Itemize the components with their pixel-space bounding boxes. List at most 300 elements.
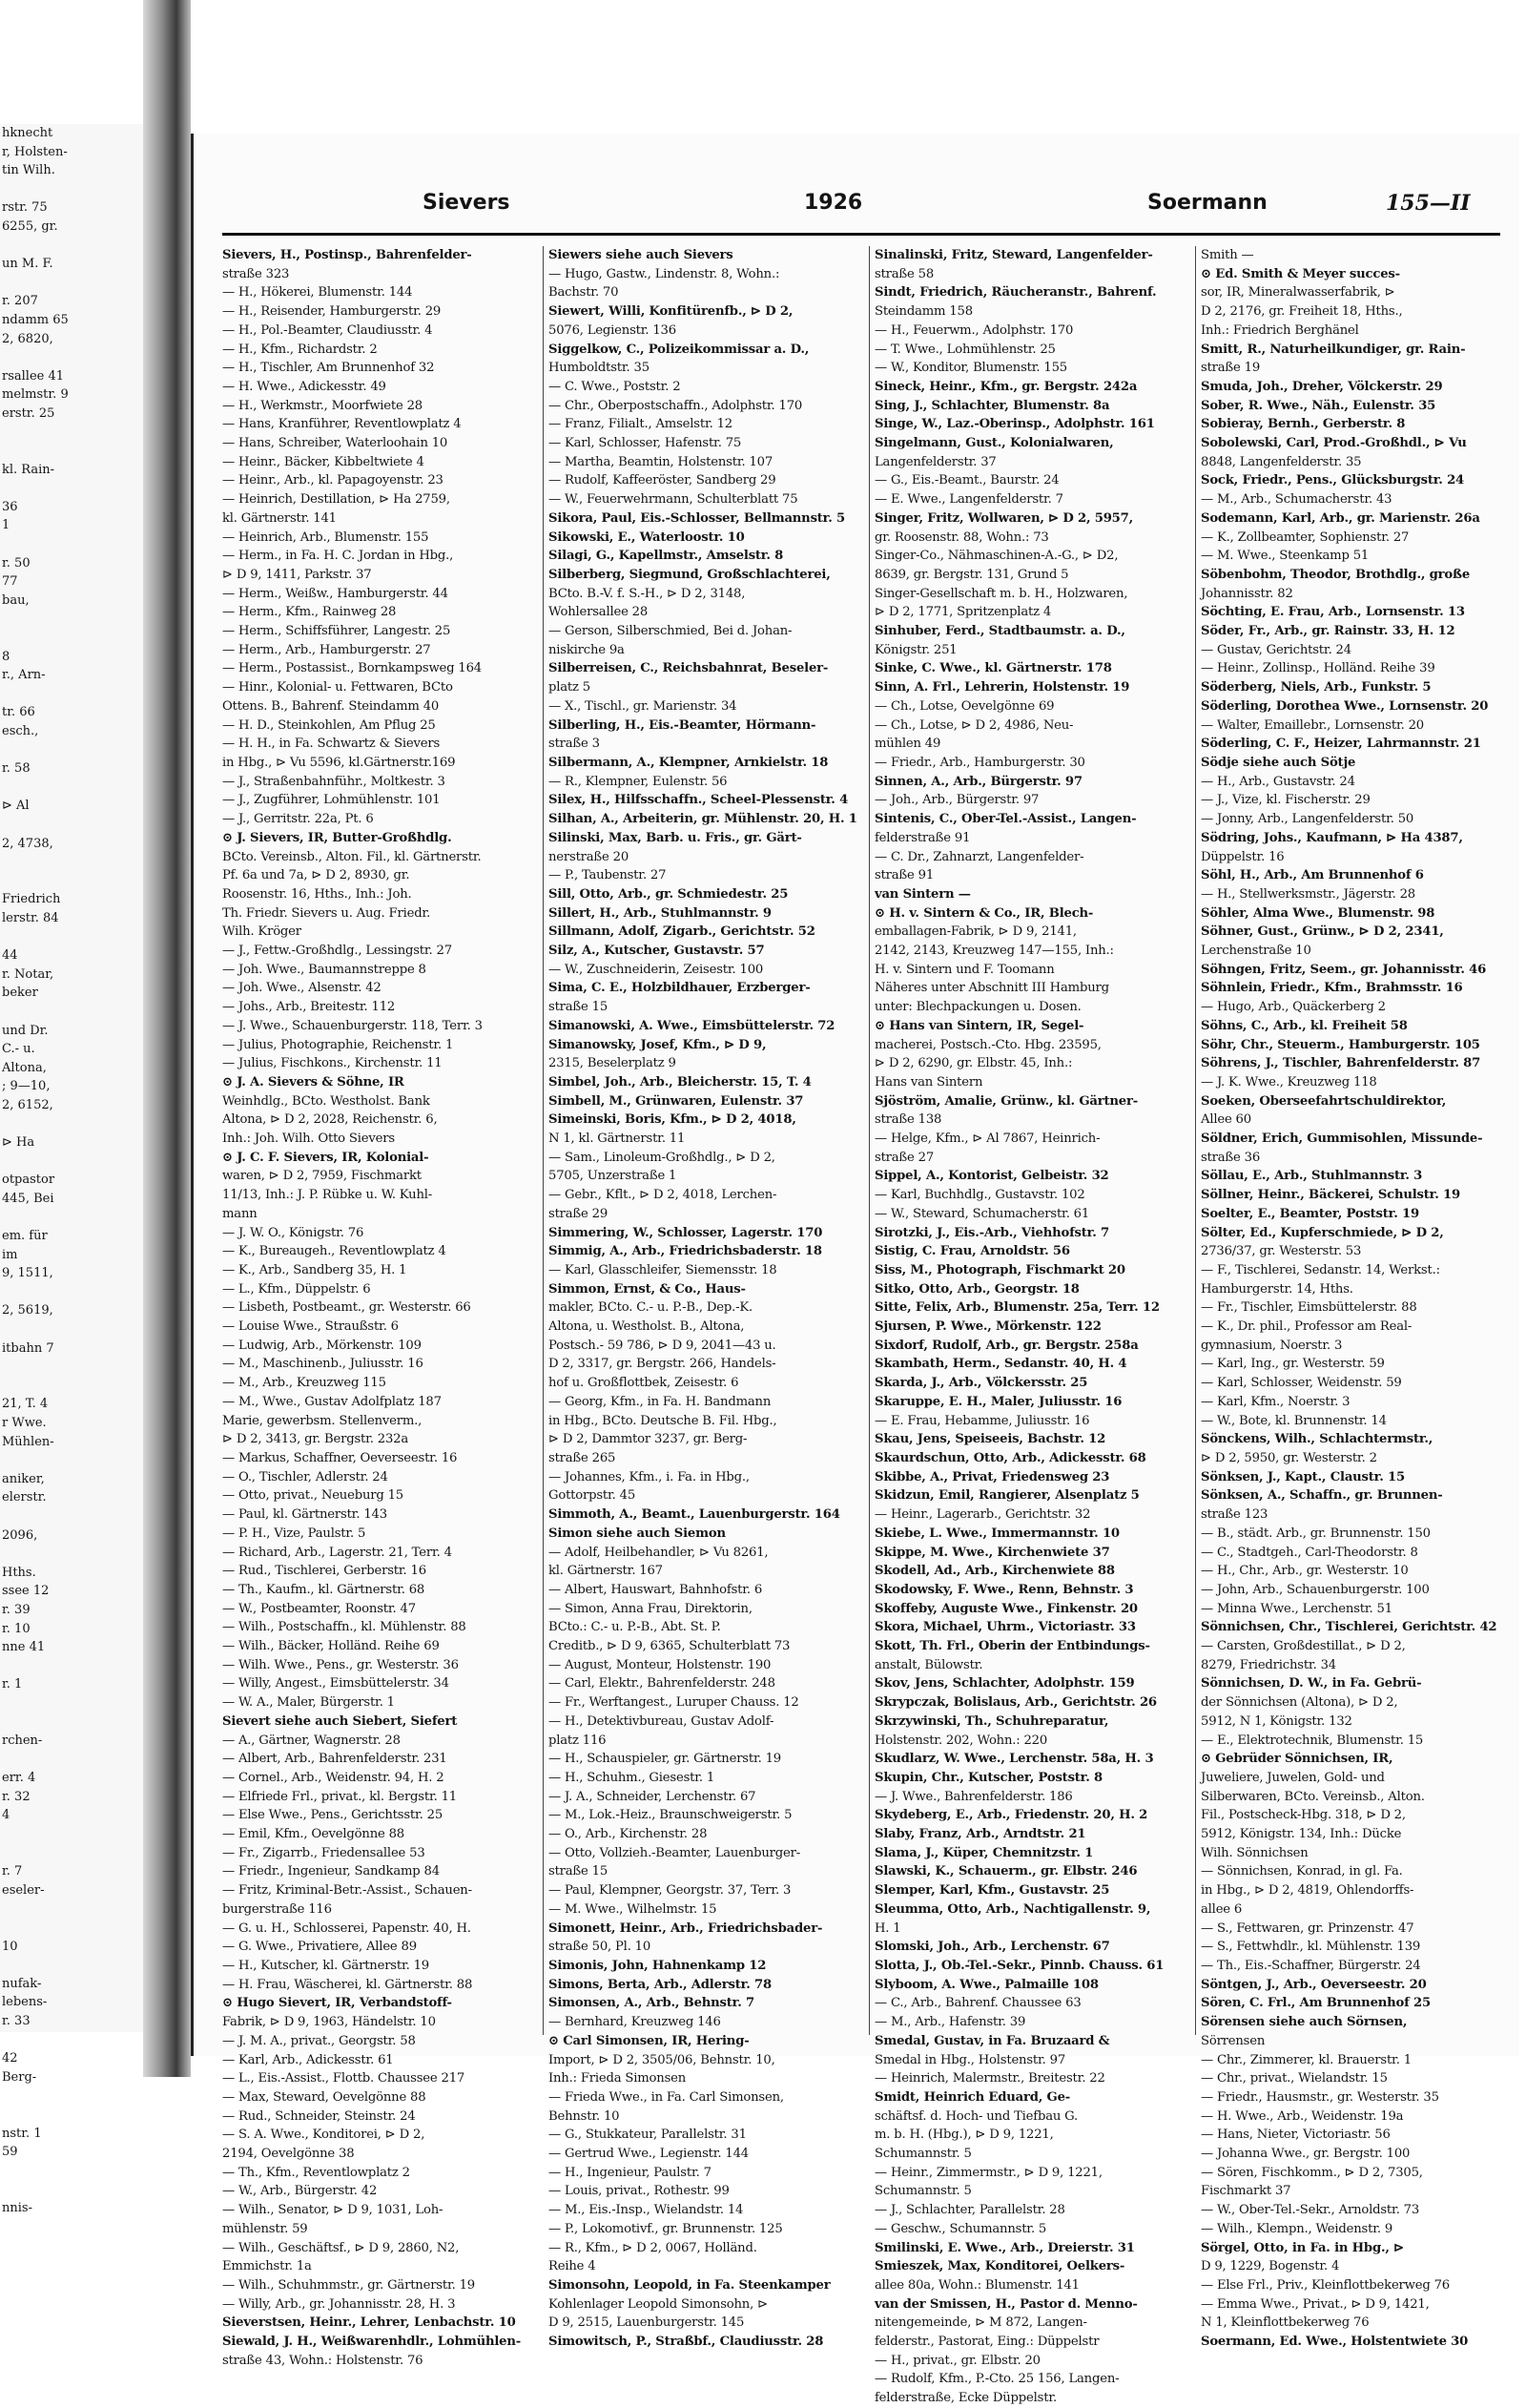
directory-entry-line: — W., Postbeamter, Roonstr. 47 <box>222 1601 416 1616</box>
directory-entry-line: Söderling, Dorothea Wwe., Lornsenstr. 20 <box>1201 698 1489 714</box>
directory-entry-line: Creditb., ⊳ D 9, 6365, Schulterblatt 73 <box>548 1639 791 1654</box>
directory-entry-line: Soelter, E., Beamter, Poststr. 19 <box>1201 1206 1419 1221</box>
directory-entry-line: Soermann, Ed. Wwe., Holstentwiete 30 <box>1201 2335 1469 2350</box>
directory-entry-line: Fischmarkt 37 <box>1201 2184 1291 2199</box>
directory-entry-line: Sjursen, P. Wwe., Mörkenstr. 122 <box>875 1319 1102 1335</box>
column-4 <box>1201 246 1516 2350</box>
prev-page-line <box>0 1713 143 1732</box>
prev-page-line: Altona, <box>2 1060 47 1075</box>
directory-entry-line: — Fritz, Kriminal-Betr.-Assist., Schauen- <box>222 1883 472 1899</box>
directory-entry-line: — M., Eis.-Insp., Wielandstr. 14 <box>548 2203 744 2218</box>
directory-entry-line: Söhngen, Fritz, Seem., gr. Johannisstr. 46 <box>1201 962 1487 977</box>
prev-page-line <box>0 479 143 498</box>
directory-entry-line: — J., Vize, kl. Fischerstr. 29 <box>1201 793 1371 808</box>
directory-entry-line: Sönksen, A., Schaffn., gr. Brunnen- <box>1201 1488 1443 1504</box>
directory-entry-line: gr. Roosenstr. 88, Wohn.: 73 <box>875 529 1049 545</box>
directory-entry-line: Simmering, W., Schlosser, Lagerstr. 170 <box>548 1225 823 1240</box>
prev-page-line: nstr. 1 <box>2 2126 42 2141</box>
directory-entry-line: — P., Lokomotivf., gr. Brunnenstr. 125 <box>548 2221 783 2236</box>
directory-entry-line: Sing, J., Schlachter, Blumenstr. 8a <box>875 398 1110 413</box>
directory-entry-line: Behnstr. 10 <box>548 2108 620 2124</box>
directory-entry-line: — Joh. Wwe., Baumannstreppe 8 <box>222 962 426 977</box>
directory-entry-line: allee 80a, Wohn.: Blumenstr. 141 <box>875 2277 1080 2293</box>
prev-page-line <box>0 1844 143 1863</box>
directory-entry-line: Sill, Otto, Arb., gr. Schmiedestr. 25 <box>548 886 789 902</box>
directory-entry-line: Sönnichsen, Chr., Tischlerei, Gerichtstr. 42 <box>1201 1620 1497 1635</box>
prev-page-line <box>0 1283 143 1302</box>
directory-entry-line: Sikora, Paul, Eis.-Schlosser, Bellmannstr. 5 <box>548 510 845 526</box>
header-left-keyword: Sievers <box>423 191 510 215</box>
prev-page-line: und Dr. <box>2 1023 49 1038</box>
directory-entry-line: Skrypczak, Bolislaus, Arb., Gerichtstr. 26 <box>875 1695 1157 1711</box>
directory-entry-line: — Joh., Arb., Bürgerstr. 97 <box>875 793 1040 808</box>
directory-entry-line: Smedal in Hbg., Holstenstr. 97 <box>875 2052 1066 2067</box>
directory-entry-line: Silbermann, A., Klempner, Arnkielstr. 18 <box>548 755 829 770</box>
prev-page-line <box>0 2031 143 2050</box>
directory-entry-line: — J., Zugführer, Lohmühlenstr. 101 <box>222 793 441 808</box>
column-divider <box>869 246 870 2035</box>
directory-entry-line: — Herm., Postassist., Bornkampsweg 164 <box>222 661 482 676</box>
directory-entry-line: gymnasium, Noerstr. 3 <box>1201 1338 1343 1353</box>
directory-entry-line: Emmichstr. 1a <box>222 2259 312 2274</box>
directory-entry-line: — Heinrich, Destillation, ⊳ Ha 2759, <box>222 492 450 508</box>
directory-entry-line: — Fr., Werftangest., Luruper Chauss. 12 <box>548 1695 799 1711</box>
prev-page-line: lebens- <box>2 1995 48 2010</box>
directory-entry-line: — Fr., Zigarrb., Friedensallee 53 <box>222 1845 425 1860</box>
directory-entry-line: Holstenstr. 202, Wohn.: 220 <box>875 1733 1048 1748</box>
directory-entry-line: — Chr., Zimmerer, kl. Brauerstr. 1 <box>1201 2052 1412 2067</box>
directory-entry-line: — Adolf, Heilbehandler, ⊳ Vu 8261, <box>548 1545 769 1560</box>
directory-entry-line: — H. H., in Fa. Schwartz & Sievers <box>222 737 441 752</box>
directory-entry-line: Sönksen, J., Kapt., Claustr. 15 <box>1201 1469 1405 1484</box>
directory-entry-line: — Albert, Hauswart, Bahnhofstr. 6 <box>548 1582 763 1597</box>
header-year: 1926 <box>804 191 863 215</box>
directory-entry-line: — H., Feuerwm., Adolphstr. 170 <box>875 322 1074 338</box>
directory-entry-line: ⊙ Ed. Smith & Meyer succes- <box>1201 266 1400 281</box>
prev-page-line: melmstr. 9 <box>2 387 69 403</box>
directory-entry-line: — K., Dr. phil., Professor am Real- <box>1201 1319 1413 1335</box>
directory-entry-line: Skov, Jens, Schlachter, Adolphstr. 159 <box>875 1676 1135 1692</box>
directory-entry-line: — J. K. Wwe., Kreuzweg 118 <box>1201 1074 1377 1090</box>
prev-page-line: r. 10 <box>2 1621 31 1636</box>
directory-entry-line: Sören, C. Frl., Am Brunnenhof 25 <box>1201 1996 1431 2011</box>
directory-entry-line: Simons, Berta, Arb., Adlerstr. 78 <box>548 1977 772 1992</box>
directory-entry-line: — W., Arb., Bürgerstr. 42 <box>222 2184 378 2199</box>
directory-entry-line: — O., Arb., Kirchenstr. 28 <box>548 1827 708 1842</box>
directory-entry-line: — Else Frl., Priv., Kleinflottbekerweg 76 <box>1201 2277 1450 2293</box>
directory-entry-line: Silberling, H., Eis.-Beamter, Hörmann- <box>548 717 816 733</box>
prev-page-line <box>0 1657 143 1676</box>
prev-page-line <box>0 816 143 835</box>
directory-entry-line: — W., Zuschneiderin, Zeisestr. 100 <box>548 962 764 977</box>
directory-entry-line: in Hbg., ⊳ D 2, 4819, Ohlendorffs- <box>1201 1883 1414 1899</box>
directory-entry-line: — Heinr., Bäcker, Kibbeltwiete 4 <box>222 454 424 469</box>
directory-entry-line: Söhler, Alma Wwe., Blumenstr. 98 <box>1201 905 1435 921</box>
prev-page-line <box>0 180 143 199</box>
directory-entry-line: Slyboom, A. Wwe., Palmaille 108 <box>875 1977 1099 1992</box>
directory-entry-line: — Friedr., Hausmstr., gr. Westerstr. 35 <box>1201 2089 1439 2105</box>
directory-entry-line: Skrzywinski, Th., Schuhreparatur, <box>875 1713 1109 1729</box>
directory-entry-line: — Gebr., Kflt., ⊳ D 2, 4018, Lerchen- <box>548 1188 777 1203</box>
directory-entry-line: D 9, 1229, Bogenstr. 4 <box>1201 2259 1340 2274</box>
directory-entry-line: — C., Arb., Bahrenf. Chaussee 63 <box>875 1996 1082 2011</box>
directory-entry-line: — Otto, Vollzieh.-Beamter, Lauenburger- <box>548 1845 800 1860</box>
directory-entry-line: Skarda, J., Arb., Völckersstr. 25 <box>875 1376 1088 1391</box>
directory-entry-line: — H. Wwe., Adickesstr. 49 <box>222 379 386 394</box>
directory-entry-line: Skaurdschun, Otto, Arb., Adickesstr. 68 <box>875 1451 1146 1465</box>
directory-entry-line: Singer-Co., Nähmaschinen-A.-G., ⊳ D2, <box>875 549 1119 564</box>
directory-entry-line: — J., Gerritstr. 22a, Pt. 6 <box>222 812 374 827</box>
directory-entry-line: — Karl, Buchhdlg., Gustavstr. 102 <box>875 1188 1085 1203</box>
prev-page-line <box>0 928 143 947</box>
prev-page-line: r. 207 <box>2 294 38 309</box>
directory-entry-line: — H., Chr., Arb., gr. Westerstr. 10 <box>1201 1564 1409 1579</box>
column-1 <box>222 246 537 2368</box>
prev-page-line <box>0 685 143 704</box>
directory-entry-line: Skibbe, A., Privat, Friedensweg 23 <box>875 1469 1110 1484</box>
prev-page-line <box>0 1114 143 1133</box>
directory-entry-line: — H., Werkmstr., Moorfwiete 28 <box>222 398 423 413</box>
directory-entry-line: straße 265 <box>548 1451 616 1465</box>
directory-entry-line: Hamburgerstr. 14, Hths. <box>1201 1281 1353 1297</box>
directory-entry-line: Düppelstr. 16 <box>1201 849 1285 864</box>
directory-entry-line: Södring, Johs., Kaufmann, ⊳ Ha 4387, <box>1201 830 1463 845</box>
directory-entry-line: — Karl, Arb., Adickesstr. 61 <box>222 2052 394 2067</box>
directory-entry-line: Simonett, Heinr., Arb., Friedrichsbader- <box>548 1920 823 1936</box>
prev-page-line: itbahn 7 <box>2 1340 54 1356</box>
directory-entry-line: — S., Fettwaren, gr. Prinzenstr. 47 <box>1201 1920 1414 1936</box>
directory-entry-line: Simeinski, Boris, Kfm., ⊳ D 2, 4018, <box>548 1112 796 1128</box>
directory-entry-line: straße 15 <box>548 1000 608 1015</box>
directory-entry-line: — John, Arb., Schauenburgerstr. 100 <box>1201 1582 1430 1597</box>
directory-entry-line: — Heinr., Zollinsp., Holländ. Reihe 39 <box>1201 661 1435 676</box>
directory-entry-line: — Louise Wwe., Straußstr. 6 <box>222 1319 399 1335</box>
directory-entry-line: Sintenis, C., Ober-Tel.-Assist., Langen- <box>875 812 1137 827</box>
directory-entry-line: — H., Stellwerksmstr., Jägerstr. 28 <box>1201 886 1415 902</box>
directory-entry-line: van Sintern — <box>875 886 971 902</box>
directory-entry-line: — C. Wwe., Poststr. 2 <box>548 379 681 394</box>
prev-page-line: Mühlen- <box>2 1434 54 1449</box>
directory-entry-line: — Elfriede Frl., privat., kl. Bergstr. 11 <box>222 1789 457 1804</box>
directory-entry-line: — Herm., Weißw., Hamburgerstr. 44 <box>222 586 448 601</box>
directory-entry-line: — H., Detektivbureau, Gustav Adolf- <box>548 1713 774 1729</box>
prev-page-line <box>0 1899 143 1919</box>
directory-entry-line: 11/13, Inh.: J. P. Rübke u. W. Kuhl- <box>222 1188 433 1203</box>
directory-entry-line: Smieszek, Max, Konditorei, Oelkers- <box>875 2259 1125 2274</box>
prev-page-line <box>0 1694 143 1713</box>
prev-page-line: kl. Rain- <box>2 462 55 477</box>
directory-entry-line: Skaruppe, E. H., Maler, Juliusstr. 16 <box>875 1394 1123 1409</box>
directory-entry-line: — Emma Wwe., Privat., ⊳ D 9, 1421, <box>1201 2296 1430 2312</box>
prev-page-line: 6255, gr. <box>2 218 58 234</box>
directory-entry-line: 2736/37, gr. Westerstr. 53 <box>1201 1244 1362 1259</box>
directory-entry-line: — Heinr., Zimmermstr., ⊳ D 9, 1221, <box>875 2165 1103 2180</box>
directory-entry-line: Sineck, Heinr., Kfm., gr. Bergstr. 242a <box>875 379 1138 394</box>
directory-entry-line: — P., Taubenstr. 27 <box>548 868 667 883</box>
directory-entry-line: Söderling, C. F., Heizer, Lahrmannstr. 21 <box>1201 737 1481 752</box>
prev-page-line <box>0 610 143 629</box>
directory-entry-line: straße 138 <box>875 1112 942 1128</box>
prev-page-line: tr. 66 <box>2 705 35 720</box>
directory-entry-line: Wilh. Sönnichsen <box>1201 1845 1309 1860</box>
directory-entry-line: Siggelkow, C., Polizeikommissar a. D., <box>548 342 810 357</box>
prev-page-line <box>0 2162 143 2181</box>
directory-entry-line: — Willy, Angest., Eimsbüttelerstr. 34 <box>222 1676 449 1692</box>
directory-entry-line: BCto.: C.- u. P.-B., Abt. St. P. <box>548 1620 721 1635</box>
header-right-keyword: Soermann <box>1147 191 1268 215</box>
directory-entry-line: H. 1 <box>875 1920 901 1936</box>
directory-entry-line: — W., Bote, kl. Brunnenstr. 14 <box>1201 1413 1387 1428</box>
directory-entry-line: Skupin, Chr., Kutscher, Poststr. 8 <box>875 1770 1103 1785</box>
directory-entry-line: Sönckens, Wilh., Schlachtermstr., <box>1201 1432 1433 1447</box>
directory-entry-line: Sillmann, Adolf, Zigarb., Gerichtstr. 52 <box>548 924 815 940</box>
directory-entry-line: nerstraße 20 <box>548 849 629 864</box>
prev-page-line: 9, 1511, <box>2 1266 53 1281</box>
directory-entry-line: ⊙ J. Sievers, IR, Butter-Großhdlg. <box>222 830 452 845</box>
directory-entry-line: — J., Fettw.-Großhdlg., Lessingstr. 27 <box>222 944 452 959</box>
prev-page-line: ⊳ Al <box>2 799 30 814</box>
directory-entry-line: Singe, W., Laz.-Oberinsp., Adolphstr. 161 <box>875 417 1155 432</box>
prev-page-line: nne 41 <box>2 1640 46 1655</box>
directory-entry-line: Silberreisen, C., Reichsbahnrat, Beseler- <box>548 661 829 676</box>
directory-entry-line: Fabrik, ⊳ D 9, 1963, Händelstr. 10 <box>222 2015 436 2030</box>
prev-page-line <box>0 1825 143 1844</box>
prev-page-line: em. für <box>2 1229 48 1244</box>
directory-entry-line: Näheres unter Abschnitt III Hamburg <box>875 981 1109 996</box>
prev-page-line <box>0 1208 143 1227</box>
directory-entry-line: — Karl, Kfm., Noerstr. 3 <box>1201 1394 1351 1409</box>
directory-entry-line: Sinalinski, Fritz, Steward, Langenfelder- <box>875 248 1153 262</box>
prev-page-line <box>0 1919 143 1938</box>
directory-entry-line: ⊳ D 2, 1771, Spritzenplatz 4 <box>875 605 1052 620</box>
prev-page-line: eseler- <box>2 1882 45 1898</box>
directory-entry-line: Skodowsky, F. Wwe., Renn, Behnstr. 3 <box>875 1582 1134 1597</box>
directory-entry-line: ⊳ D 2, 6290, gr. Elbstr. 45, Inh.: <box>875 1056 1073 1071</box>
directory-entry-line: Kohlenlager Leopold Simonsohn, ⊳ <box>548 2296 768 2312</box>
directory-entry-line: Söhl, H., Arb., Am Brunnenhof 6 <box>1201 868 1424 883</box>
prev-page-line: 445, Bei <box>2 1191 54 1206</box>
directory-entry-line: — B., städt. Arb., gr. Brunnenstr. 150 <box>1201 1526 1431 1541</box>
directory-entry-line: — H., Hökerei, Blumenstr. 144 <box>222 285 413 301</box>
directory-entry-line: — P. H., Vize, Paulstr. 5 <box>222 1526 366 1541</box>
directory-entry-line: ⊙ Hugo Sievert, IR, Verbandstoff- <box>222 1996 452 2011</box>
directory-entry-line: — Hans, Kranführer, Reventlowplatz 4 <box>222 417 462 432</box>
directory-entry-line: — Otto, privat., Neueburg 15 <box>222 1488 403 1504</box>
directory-entry-line: Sinhuber, Ferd., Stadtbaumstr. a. D., <box>875 624 1125 639</box>
prev-page-line: 44 <box>2 948 18 964</box>
directory-entry-line: — Th., Kaufm., kl. Gärtnerstr. 68 <box>222 1582 425 1597</box>
directory-entry-line: Singer-Gesellschaft m. b. H., Holzwaren, <box>875 586 1128 601</box>
directory-entry-line: ⊙ Hans van Sintern, IR, Segel- <box>875 1018 1084 1033</box>
directory-entry-line: — Karl, Ing., gr. Westerstr. 59 <box>1201 1357 1385 1372</box>
directory-entry-line: N 1, Kleinflottbekerweg 76 <box>1201 2315 1370 2331</box>
prev-page-line: Berg- <box>2 2069 37 2085</box>
prev-page-line: 59 <box>2 2145 18 2160</box>
directory-entry-line: — Richard, Arb., Lagerstr. 21, Terr. 4 <box>222 1545 452 1560</box>
directory-entry-line: Siss, M., Photograph, Fischmarkt 20 <box>875 1262 1125 1277</box>
directory-entry-line: Sinnen, A., Arb., Bürgerstr. 97 <box>875 774 1083 789</box>
directory-entry-line: Inh.: Frieda Simonsen <box>548 2071 687 2086</box>
directory-entry-line: mühlen 49 <box>875 737 941 752</box>
prev-page-line: nufak- <box>2 1976 42 1991</box>
directory-entry-line: Soeken, Oberseefahrtschuldirektor, <box>1201 1093 1447 1109</box>
prev-page-line: nnis- <box>2 2200 32 2215</box>
directory-entry-line: 2194, Oevelgönne 38 <box>222 2147 355 2162</box>
directory-entry-line: Bachstr. 70 <box>548 285 619 301</box>
prev-page-line: err. 4 <box>2 1771 36 1786</box>
directory-entry-line: — Sören, Fischkomm., ⊳ D 2, 7305, <box>1201 2165 1423 2180</box>
directory-entry-line: — K., Arb., Sandberg 35, H. 1 <box>222 1262 407 1277</box>
directory-entry-line: mühlenstr. 59 <box>222 2221 308 2236</box>
directory-entry-line: Söchting, E. Frau, Arb., Lornsenstr. 13 <box>1201 605 1465 620</box>
directory-entry-line: — Friedr., Arb., Hamburgerstr. 30 <box>875 755 1085 770</box>
prev-page-line: beker <box>2 986 38 1001</box>
directory-entry-line: — G. Wwe., Privatiere, Allee 89 <box>222 1940 417 1955</box>
directory-entry-line: Simonsen, A., Arb., Behnstr. 7 <box>548 1996 754 2011</box>
prev-page-line <box>0 1152 143 1172</box>
directory-entry-line: Skippe, M. Wwe., Kirchenwiete 37 <box>875 1545 1110 1560</box>
directory-entry-line: — Heinrich, Malermstr., Breitestr. 22 <box>875 2071 1105 2086</box>
directory-entry-line: — H., Ingenieur, Paulstr. 7 <box>548 2165 711 2180</box>
directory-entry-line: — Fr., Tischler, Eimsbüttelerstr. 88 <box>1201 1300 1417 1316</box>
directory-entry-line: — Bernhard, Kreuzweg 146 <box>548 2015 721 2030</box>
prev-page-line: ⊳ Ha <box>2 1135 35 1151</box>
directory-entry-line: unter: Blechpackungen u. Dosen. <box>875 1000 1082 1015</box>
directory-entry-line: Silz, A., Kutscher, Gustavstr. 57 <box>548 944 765 959</box>
directory-entry-line: — Rudolf, Kaffeeröster, Sandberg 29 <box>548 473 776 488</box>
directory-entry-line: Sobieray, Bernh., Gerberstr. 8 <box>1201 417 1406 432</box>
directory-entry-line: Slama, J., Küper, Chemnitzstr. 1 <box>875 1845 1094 1860</box>
directory-entry-line: straße 3 <box>548 737 600 752</box>
directory-entry-line: Sievert siehe auch Siebert, Siefert <box>222 1713 458 1729</box>
directory-entry-line: — Jonny, Arb., Langenfelderstr. 50 <box>1201 812 1414 827</box>
directory-entry-line: Söhr, Chr., Steuerm., Hamburgerstr. 105 <box>1201 1037 1480 1052</box>
directory-entry-line: — Chr., privat., Wielandstr. 15 <box>1201 2071 1388 2086</box>
directory-entry-line: Humboldtstr. 35 <box>548 361 650 376</box>
prev-page-line <box>0 2086 143 2106</box>
prev-page-line <box>0 535 143 554</box>
directory-entry-line: 5912, Königstr. 134, Inh.: Dücke <box>1201 1827 1402 1842</box>
directory-entry-line: — Carsten, Großdestillat., ⊳ D 2, <box>1201 1639 1406 1654</box>
prev-page-line <box>0 1956 143 1975</box>
directory-entry-line: Altona, u. Westholst. B., Altona, <box>548 1319 745 1335</box>
directory-entry-line: straße 50, Pl. 10 <box>548 1940 651 1955</box>
prev-page-line: 36 <box>2 499 18 514</box>
column-divider <box>1195 246 1196 2035</box>
directory-entry-line: Sitko, Otto, Arb., Georgstr. 18 <box>875 1281 1080 1297</box>
directory-entry-line: Skambath, Herm., Sedanstr. 40, H. 4 <box>875 1357 1127 1372</box>
directory-entry-line: — Friedr., Ingenieur, Sandkamp 84 <box>222 1864 440 1879</box>
prev-page-line <box>0 2106 143 2125</box>
directory-entry-line: — K., Bureaugeh., Reventlowplatz 4 <box>222 1244 446 1259</box>
directory-entry-line: ⊳ D 2, Dammtor 3237, gr. Berg- <box>548 1432 748 1447</box>
directory-entry-line: — S., Fettwhdlr., kl. Mühlenstr. 139 <box>1201 1940 1421 1955</box>
directory-entry-line: Singelmann, Gust., Kolonialwaren, <box>875 436 1114 451</box>
prev-page-line: r. 1 <box>2 1677 23 1692</box>
directory-entry-line: — Hugo, Gastw., Lindenstr. 8, Wohn.: <box>548 266 780 281</box>
directory-entry-line: straße 27 <box>875 1150 935 1165</box>
directory-entry-line: Sobolewski, Carl, Prod.-Großhdl., ⊳ Vu <box>1201 436 1467 451</box>
directory-entry-line: straße 123 <box>1201 1507 1268 1523</box>
prev-page-line <box>0 1507 143 1526</box>
directory-entry-line: kl. Gärtnerstr. 167 <box>548 1564 663 1579</box>
directory-entry-line: burgerstraße 116 <box>222 1901 332 1917</box>
directory-entry-line: — M., Arb., Kreuzweg 115 <box>222 1376 386 1391</box>
directory-entry-line: Sirotzki, J., Eis.-Arb., Viehhofstr. 7 <box>875 1225 1109 1240</box>
directory-entry-line: — M., Wwe., Gustav Adolfplatz 187 <box>222 1394 442 1409</box>
prev-page-line: ssee 12 <box>2 1584 50 1599</box>
directory-entry-line: Marie, gewerbsm. Stellenverm., <box>222 1413 423 1428</box>
directory-entry-line: — S. A. Wwe., Konditorei, ⊳ D 2, <box>222 2128 425 2143</box>
directory-entry-line: platz 5 <box>548 680 590 695</box>
directory-entry-line: — Herm., in Fa. H. C. Jordan in Hbg., <box>222 549 454 564</box>
directory-entry-line: — T. Wwe., Lohmühlenstr. 25 <box>875 342 1056 357</box>
directory-entry-line: Skora, Michael, Uhrm., Victoriastr. 33 <box>875 1620 1136 1635</box>
directory-entry-line: — Karl, Glasschleifer, Siemensstr. 18 <box>548 1262 777 1277</box>
directory-entry-line: Sodemann, Karl, Arb., gr. Marienstr. 26a <box>1201 510 1480 526</box>
directory-entry-line: Gottorpstr. 45 <box>548 1488 636 1504</box>
directory-entry-line: Hans van Sintern <box>875 1074 983 1090</box>
directory-entry-line: ⊙ J. C. F. Sievers, IR, Kolonial- <box>222 1150 429 1165</box>
directory-entry-line: — M. Wwe., Wilhelmstr. 15 <box>548 1901 717 1917</box>
directory-entry-line: Ottens. B., Bahrenf. Steindamm 40 <box>222 698 440 714</box>
directory-entry-line: straße 91 <box>875 868 935 883</box>
directory-entry-line: Reihe 4 <box>548 2259 596 2274</box>
directory-entry-line: Slaby, Franz, Arb., Arndtstr. 21 <box>875 1827 1086 1842</box>
directory-entry-line: Simonis, John, Hahnenkamp 12 <box>548 1958 767 1973</box>
prev-page-line: r. 33 <box>2 2013 31 2028</box>
directory-entry-line: — J., Straßenbahnführ., Moltkestr. 3 <box>222 774 445 789</box>
directory-entry-line: emballagen-Fabrik, ⊳ D 9, 2141, <box>875 924 1077 940</box>
directory-entry-line: — Hugo, Arb., Quäckerberg 2 <box>1201 1000 1386 1015</box>
directory-entry-line: Söbenbohm, Theodor, Brothdlg., große <box>1201 567 1471 582</box>
directory-entry-line: ⊙ Carl Simonsen, IR, Hering- <box>548 2033 750 2048</box>
directory-entry-line: Silberwaren, BCto. Vereinsb., Alton. <box>1201 1789 1425 1804</box>
directory-entry-line: platz 116 <box>548 1733 607 1748</box>
directory-entry-line: allee 6 <box>1201 1901 1243 1917</box>
prev-page-line <box>0 1751 143 1770</box>
prev-page-line <box>0 442 143 461</box>
directory-entry-line: Simanowski, A. Wwe., Eimsbüttelerstr. 72 <box>548 1018 835 1033</box>
directory-entry-line: Slemper, Karl, Kfm., Gustavstr. 25 <box>875 1883 1110 1899</box>
directory-entry-line: — J. M. A., privat., Georgstr. 58 <box>222 2033 416 2048</box>
directory-entry-line: straße 15 <box>548 1864 608 1879</box>
page-number: 155—II <box>1386 191 1471 216</box>
prev-page-line: r, Holsten- <box>2 144 68 159</box>
directory-entry-line: — L., Kfm., Düppelstr. 6 <box>222 1281 371 1297</box>
prev-page-line: 8 <box>2 649 10 664</box>
directory-entry-line: straße 58 <box>875 266 935 281</box>
directory-entry-line: — J. A., Schneider, Lerchenstr. 67 <box>548 1789 756 1804</box>
header-rule <box>222 233 1500 236</box>
directory-entry-line: in Hbg., ⊳ Vu 5596, kl.Gärtnerstr.169 <box>222 755 456 770</box>
book-gutter <box>143 0 191 2077</box>
directory-entry-line: Simanowsky, Josef, Kfm., ⊳ D 9, <box>548 1037 767 1052</box>
directory-entry-line: Sörrensen <box>1201 2033 1266 2048</box>
directory-entry-line: der Sönnichsen (Altona), ⊳ D 2, <box>1201 1695 1398 1711</box>
directory-entry-line: ⊙ Gebrüder Sönnichsen, IR, <box>1201 1752 1393 1767</box>
directory-entry-line: — Th., Eis.-Schaffner, Bürgerstr. 24 <box>1201 1958 1421 1973</box>
directory-entry-line: — Wilh., Senator, ⊳ D 9, 1031, Loh- <box>222 2203 443 2218</box>
directory-entry-line: felderstr., Pastorat, Eing.: Düppelstr <box>875 2335 1100 2350</box>
directory-entry-line: D 2, 2176, gr. Freiheit 18, Hths., <box>1201 304 1403 320</box>
directory-entry-line: — Max, Steward, Oevelgönne 88 <box>222 2089 426 2105</box>
directory-entry-line: Singer, Fritz, Wollwaren, ⊳ D 2, 5957, <box>875 510 1134 526</box>
directory-entry-line: — Helge, Kfm., ⊳ Al 7867, Heinrich- <box>875 1131 1101 1147</box>
directory-entry-line: Juweliere, Juwelen, Gold- und <box>1201 1770 1385 1785</box>
directory-entry-line: ⊳ D 2, 5950, gr. Westerstr. 2 <box>1201 1451 1377 1465</box>
directory-entry-line: Weinhdlg., BCto. Westholst. Bank <box>222 1093 430 1109</box>
